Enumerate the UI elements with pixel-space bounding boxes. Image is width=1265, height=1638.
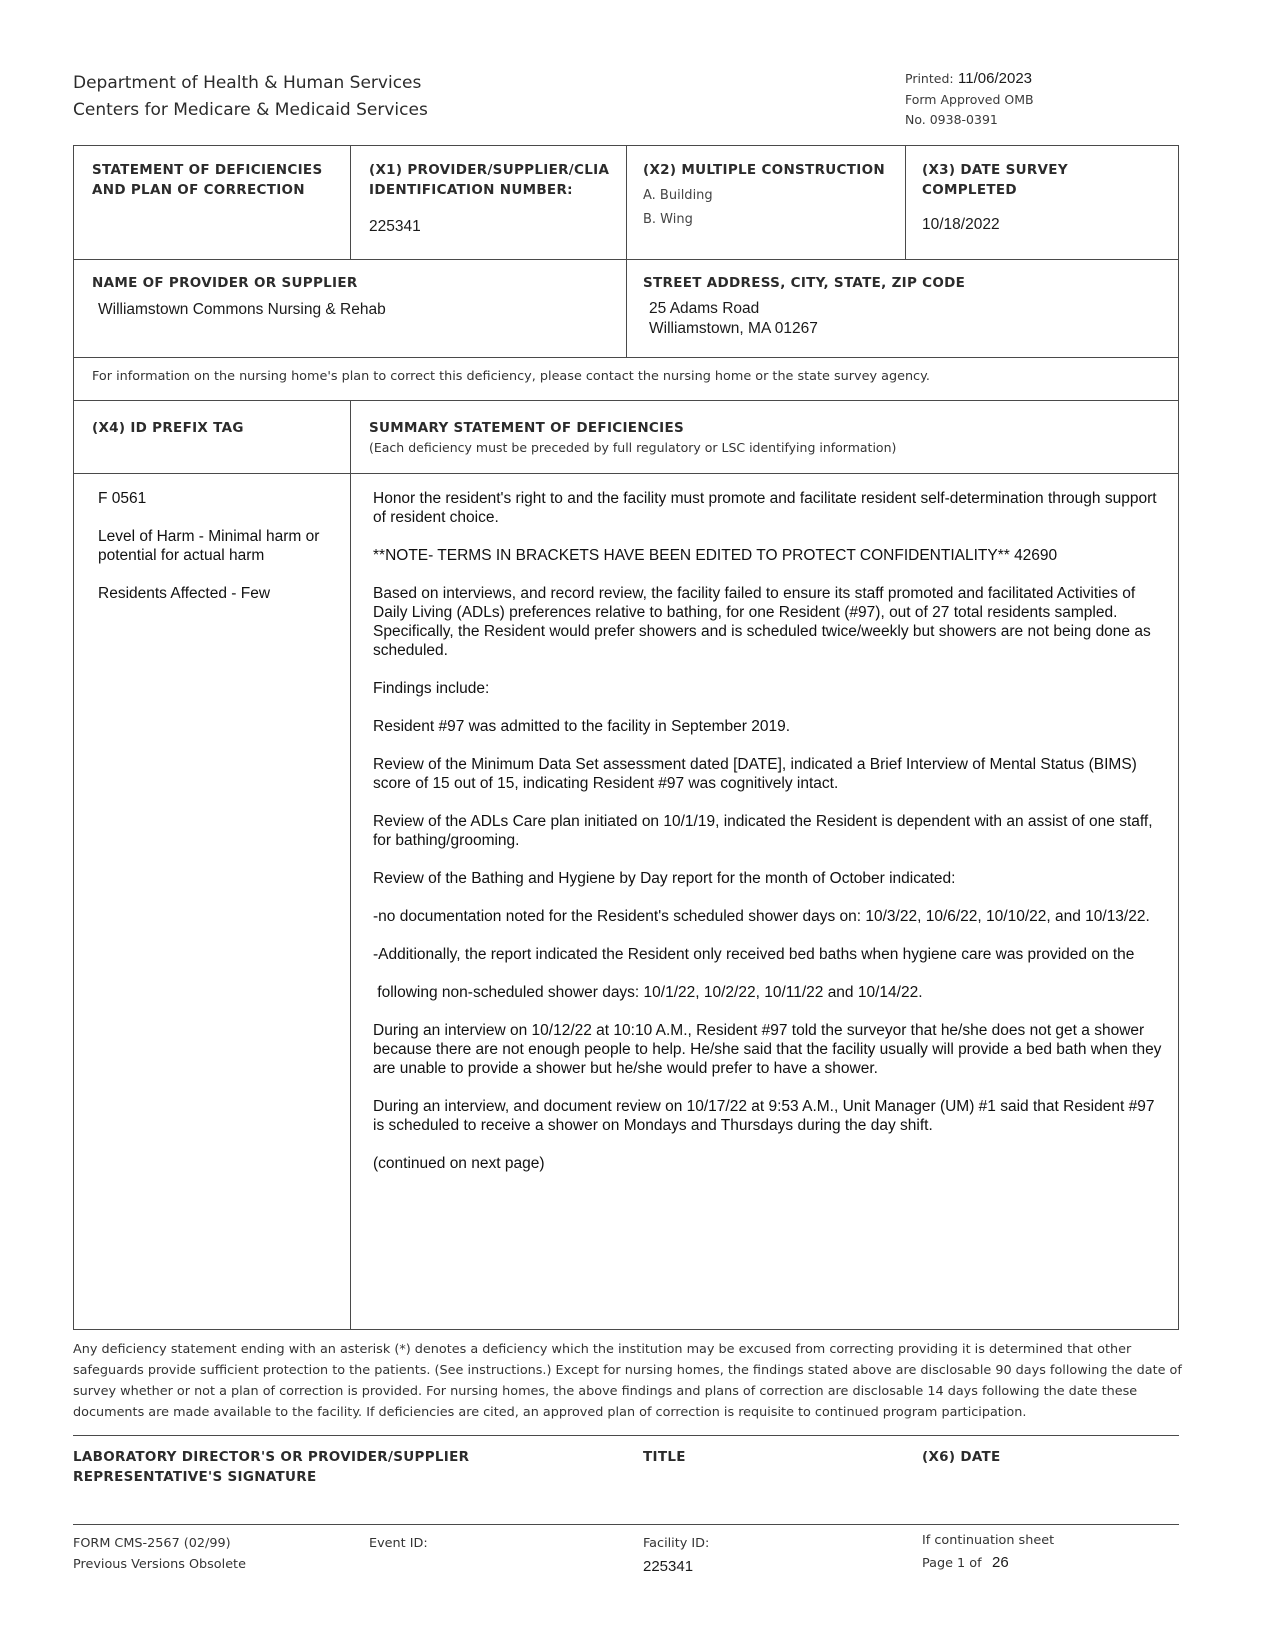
facility-label: Facility ID: xyxy=(643,1536,710,1551)
x3-value: 10/18/2022 xyxy=(922,216,1000,233)
statement-title: STATEMENT OF DEFICIENCIES AND PLAN OF CORRECTION xyxy=(92,162,323,198)
date-label: (X6) DATE xyxy=(922,1449,1001,1465)
table-border-right xyxy=(1178,145,1179,1330)
row1-divider-b xyxy=(626,145,627,357)
provider-value: Williamstown Commons Nursing & Rehab xyxy=(98,301,386,318)
printed-label: Printed: xyxy=(905,71,954,86)
paragraph: -no documentation noted for the Resident's scheduled shower days on: 10/3/22, 10/6/22, 10/10/22, and 10/13/22. xyxy=(373,908,1150,925)
printed-date: 11/06/2023 xyxy=(958,70,1033,87)
form-approved: Form Approved OMB xyxy=(905,92,1034,107)
x2-building: A. Building xyxy=(643,188,713,203)
x1-label: (X1) PROVIDER/SUPPLIER/CLIA IDENTIFICATION NUMBER: xyxy=(369,162,610,198)
summary-label: SUMMARY STATEMENT OF DEFICIENCIES xyxy=(369,420,685,436)
paragraph: During an interview on 10/12/22 at 10:10 A.M., Resident #97 told the surveyor that he/she does not get a shower because there are not enough people to help. He/she said that the facility usually will provide a bed bath when they are unable to provide a shower but he/she would prefer to have a shower. xyxy=(373,1022,1162,1077)
address-line-1: 25 Adams Road xyxy=(649,300,760,317)
omb-number: No. 0938-0391 xyxy=(905,112,998,127)
provider-label: NAME OF PROVIDER OR SUPPLIER xyxy=(92,275,358,291)
page-total: 26 xyxy=(992,1554,1009,1571)
table-divider-2 xyxy=(73,357,1179,358)
address-cell xyxy=(643,273,1163,339)
continuation-label: If continuation sheet xyxy=(922,1533,1055,1548)
event-id-label: Event ID: xyxy=(369,1536,428,1551)
signature-top-line xyxy=(73,1435,1179,1436)
x3-cell xyxy=(922,160,1172,234)
table-border-left xyxy=(73,145,74,1330)
paragraph: Resident #97 was admitted to the facility in September 2019. xyxy=(373,718,791,735)
facility-block xyxy=(643,1533,709,1575)
tag-harm-level: Level of Harm - Minimal harm or potential for actual harm xyxy=(98,528,320,564)
dept-line-2: Centers for Medicare & Medicaid Services xyxy=(73,100,428,120)
body-column-divider xyxy=(350,400,351,1330)
row1-divider-a xyxy=(350,145,351,260)
summary-header xyxy=(369,418,1169,455)
header-department xyxy=(73,70,553,124)
paragraph: Honor the resident's right to and the facility must promote and facilitate resident self-determination through support of resident choice. xyxy=(373,490,1157,526)
provider-cell xyxy=(92,273,612,319)
signature-label: LABORATORY DIRECTOR'S OR PROVIDER/SUPPLIER REPRESENTATIVE'S SIGNATURE xyxy=(73,1449,470,1485)
disclaimer: Any deficiency statement ending with an asterisk (*) denotes a deficiency which the institution may be excused from correcting providing it is determined that other safeguards provide sufficient protection to the patients. (See instructions.) Except for nursing homes, the findings stated above are disclosable 90 days following the date of survey whether or not a plan of correction is provided. For nursing homes, the above findings and plans of correction are disclosable 14 days following the date these documents are made available to the facility. If deficiencies are cited, an approved plan of correction is requisite to continued program participation. xyxy=(73,1342,1182,1420)
paragraph: Based on interviews, and record review, the facility failed to ensure its staff promoted and facilitated Activities of Daily Living (ADLs) preferences relative to bathing, for one Resident (#97), out of 27 total residents sampled. Specifically, the Resident would prefer showers and is scheduled twice/weekly but showers are not being done as scheduled. xyxy=(373,585,1151,659)
x2-wing: B. Wing xyxy=(643,212,693,227)
paragraph: Review of the Bathing and Hygiene by Day report for the month of October indicated: xyxy=(373,870,956,887)
address-label: STREET ADDRESS, CITY, STATE, ZIP CODE xyxy=(643,275,966,291)
x2-label: (X2) MULTIPLE CONSTRUCTION xyxy=(643,162,885,178)
address-line-2: Williamstown, MA 01267 xyxy=(649,320,818,337)
paragraph: Findings include: xyxy=(373,680,490,697)
x4-label: (X4) ID PREFIX TAG xyxy=(92,420,244,436)
header-printed-block xyxy=(905,68,1165,130)
footer-top-line xyxy=(73,1524,1179,1525)
footer-form-block xyxy=(73,1533,246,1575)
paragraph: **NOTE- TERMS IN BRACKETS HAVE BEEN EDITED TO PROTECT CONFIDENTIALITY** 42690 xyxy=(373,547,1058,564)
x1-value: 225341 xyxy=(369,218,421,235)
x3-label: (X3) DATE SURVEY COMPLETED xyxy=(922,162,1068,198)
table-border-bottom xyxy=(73,1329,1179,1330)
page-label: Page 1 of xyxy=(922,1556,982,1571)
paragraph: -Additionally, the report indicated the Resident only received bed baths when hygiene care was provided on the xyxy=(373,946,1135,963)
tag-residents-affected: Residents Affected - Few xyxy=(98,585,271,602)
paragraph: following non-scheduled shower days: 10/1/22, 10/2/22, 10/11/22 and 10/14/22. xyxy=(373,984,923,1001)
tag-column xyxy=(98,489,338,622)
paragraph: Review of the ADLs Care plan initiated on 10/1/19, indicated the Resident is dependent with an assist of one staff, for bathing/grooming. xyxy=(373,813,1153,849)
facility-value: 225341 xyxy=(643,1558,694,1575)
summary-sub: (Each deficiency must be preceded by full regulatory or LSC identifying information) xyxy=(369,440,897,455)
previous-versions: Previous Versions Obsolete xyxy=(73,1557,246,1572)
dept-line-1: Department of Health & Human Services xyxy=(73,73,422,93)
title-label: TITLE xyxy=(643,1449,686,1465)
info-note: For information on the nursing home's plan to correct this deficiency, please contact the nursing home or the state survey agency. xyxy=(92,369,930,384)
table-divider-3 xyxy=(73,400,1179,401)
paragraph: During an interview, and document review on 10/17/22 at 9:53 A.M., Unit Manager (UM) #1 said that Resident #97 is scheduled to receive a shower on Mondays and Thursdays during the day shift. xyxy=(373,1098,1155,1134)
form-id: FORM CMS-2567 (02/99) xyxy=(73,1536,231,1551)
paragraph: Review of the Minimum Data Set assessment dated [DATE], indicated a Brief Interview of Mental Status (BIMS) score of 15 out of 15, indicating Resident #97 was cognitively intact. xyxy=(373,756,1137,792)
tag-id: F 0561 xyxy=(98,490,147,507)
continued-note: (continued on next page) xyxy=(373,1155,545,1172)
table-divider-4 xyxy=(73,473,1179,474)
page-block xyxy=(922,1530,1054,1575)
summary-body xyxy=(373,489,1163,1192)
row1-divider-c xyxy=(905,145,906,260)
x2-cell xyxy=(643,160,898,232)
x1-cell xyxy=(369,160,619,236)
